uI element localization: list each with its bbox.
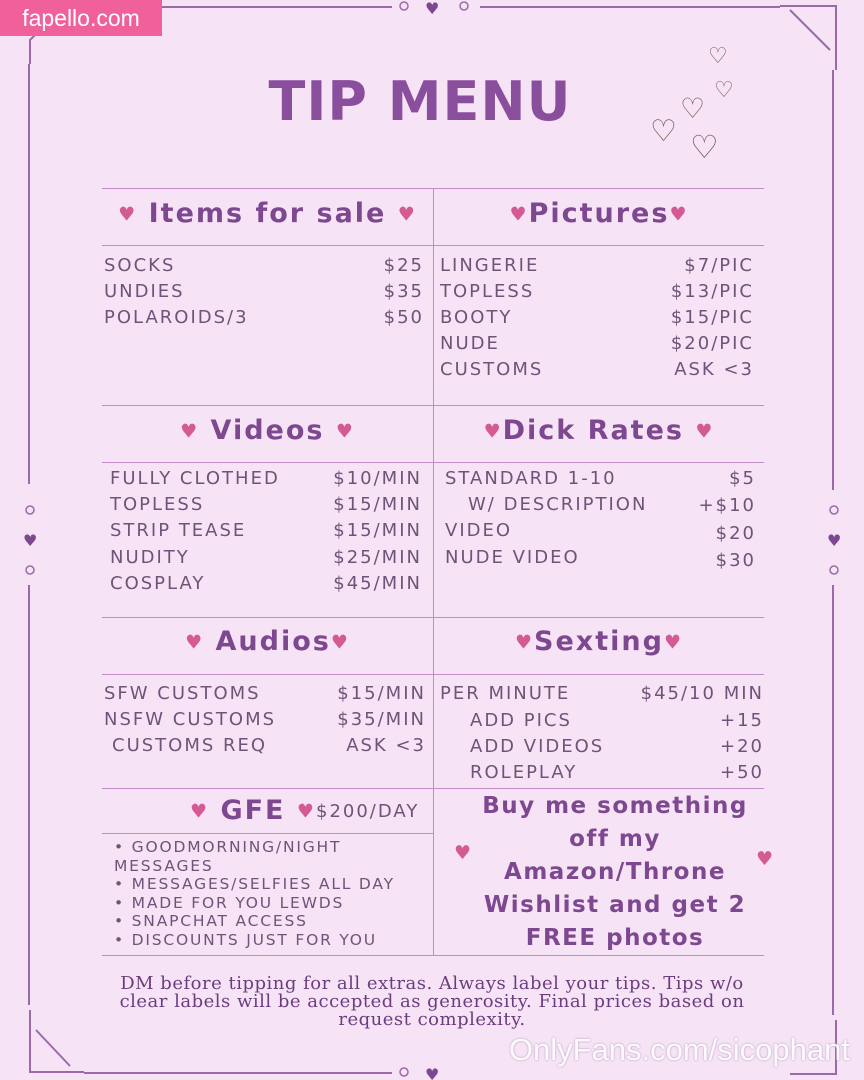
heart-icon: ♥ bbox=[669, 203, 689, 226]
list-item: VIDEO bbox=[445, 520, 513, 541]
section-title-pictures: ♥Pictures♥ bbox=[509, 198, 689, 229]
heart-icon: ♥ bbox=[454, 842, 472, 864]
heart-icon: ♥ bbox=[118, 203, 138, 226]
heart-icon: ♥ bbox=[509, 203, 529, 226]
list-item-price: $15/MIN bbox=[337, 683, 426, 704]
list-item-price: $30 bbox=[715, 550, 756, 571]
list-item-price: $13/PIC bbox=[670, 281, 754, 302]
doodle-heart-icon: ♡ bbox=[650, 114, 677, 149]
list-item-price: +15 bbox=[720, 710, 764, 731]
svg-text:♥: ♥ bbox=[23, 531, 38, 550]
list-item-price: $15/PIC bbox=[670, 307, 754, 328]
section-title-dick-rates: ♥Dick Rates ♥ bbox=[483, 415, 715, 446]
heart-icon: ♥ bbox=[190, 800, 210, 823]
heart-icon: ♥ bbox=[185, 631, 205, 654]
list-item: ADD PICS bbox=[470, 710, 572, 731]
list-item-price: $20/PIC bbox=[670, 333, 754, 354]
heart-icon: ♥ bbox=[296, 800, 316, 823]
list-item: NUDE VIDEO bbox=[445, 547, 580, 568]
heart-icon: ♥ bbox=[180, 420, 200, 443]
list-item: CUSTOMS REQ bbox=[112, 735, 268, 756]
list-item-price: $25 bbox=[383, 255, 424, 276]
list-item: NUDITY bbox=[110, 547, 190, 568]
svg-text:♥: ♥ bbox=[827, 531, 842, 550]
list-item-price: $10/MIN bbox=[333, 468, 422, 489]
grid-line bbox=[102, 955, 764, 956]
list-item: ROLEPLAY bbox=[470, 762, 578, 783]
list-item: BOOTY bbox=[440, 307, 513, 328]
list-item: CUSTOMS bbox=[440, 359, 544, 380]
list-item: ADD VIDEOS bbox=[470, 736, 605, 757]
list-item-price: ASK <3 bbox=[674, 359, 754, 380]
list-item-price: +50 bbox=[720, 762, 764, 783]
list-item: • DISCOUNTS JUST FOR YOU bbox=[114, 931, 395, 950]
list-item-price: +$10 bbox=[698, 495, 756, 516]
doodle-heart-icon: ♡ bbox=[714, 78, 734, 103]
list-item: SOCKS bbox=[104, 255, 176, 276]
page-title: TIP MENU bbox=[268, 70, 572, 133]
section-title-audios: ♥ Audios♥ bbox=[185, 626, 350, 657]
section-title-videos: ♥ Videos ♥ bbox=[180, 415, 355, 446]
grid-line bbox=[433, 188, 434, 955]
list-item: TOPLESS bbox=[440, 281, 535, 302]
svg-text:♥: ♥ bbox=[425, 1065, 440, 1080]
list-item-price: $35 bbox=[383, 281, 424, 302]
heart-icon: ♥ bbox=[483, 420, 503, 443]
heart-icon: ♥ bbox=[663, 631, 683, 654]
heart-icon: ♥ bbox=[335, 420, 355, 443]
heart-icon: ♥ bbox=[695, 420, 715, 443]
heart-icon: ♥ bbox=[515, 631, 535, 654]
heart-icon: ♥ bbox=[330, 631, 350, 654]
list-item-price: $20 bbox=[715, 523, 756, 544]
list-item: POLAROIDS/3 bbox=[104, 307, 249, 328]
section-title-sexting: ♥Sexting♥ bbox=[515, 626, 683, 657]
list-item-price: ASK <3 bbox=[346, 735, 426, 756]
list-item-price: $15/MIN bbox=[333, 520, 422, 541]
list-item-price: $25/MIN bbox=[333, 547, 422, 568]
list-item-price: $7/PIC bbox=[684, 255, 754, 276]
doodle-heart-icon: ♡ bbox=[680, 92, 706, 125]
list-item: • MESSAGES/SELFIES ALL DAY bbox=[114, 875, 395, 894]
list-item-price: $45/10 MIN bbox=[640, 683, 764, 704]
section-title-gfe: ♥ GFE ♥ bbox=[190, 795, 316, 826]
svg-text:♥: ♥ bbox=[425, 0, 440, 18]
doodle-heart-icon: ♡ bbox=[690, 128, 719, 166]
list-item: • SNAPCHAT ACCESS bbox=[114, 912, 395, 931]
list-item: W/ DESCRIPTION bbox=[468, 494, 648, 515]
list-item-price: $35/MIN bbox=[337, 709, 426, 730]
list-item: LINGERIE bbox=[440, 255, 540, 276]
heart-icon: ♥ bbox=[756, 848, 774, 870]
doodle-heart-icon: ♡ bbox=[708, 44, 728, 69]
list-item-price: +20 bbox=[720, 736, 764, 757]
grid-line bbox=[102, 833, 434, 834]
list-item: PER MINUTE bbox=[440, 683, 571, 704]
list-item-price: $50 bbox=[383, 307, 424, 328]
list-item: NUDE bbox=[440, 333, 500, 354]
watermark-bottom: OnlyFans.com/sicophant bbox=[508, 1032, 850, 1067]
list-item: SFW CUSTOMS bbox=[104, 683, 261, 704]
watermark-top: fapello.com bbox=[0, 0, 162, 36]
list-item: • MADE FOR YOU LEWDS bbox=[114, 894, 395, 913]
gfe-feature-list bbox=[114, 838, 395, 949]
list-item: UNDIES bbox=[104, 281, 185, 302]
heart-icon: ♥ bbox=[397, 203, 417, 226]
list-item: NSFW CUSTOMS bbox=[104, 709, 277, 730]
section-title-items-for-sale: ♥ Items for sale ♥ bbox=[118, 198, 417, 229]
list-item: FULLY CLOTHED bbox=[110, 468, 280, 489]
list-item-price: $45/MIN bbox=[333, 573, 422, 594]
gfe-price: $200/DAY bbox=[316, 801, 420, 822]
list-item: STANDARD 1-10 bbox=[445, 468, 617, 489]
list-item: COSPLAY bbox=[110, 573, 206, 594]
list-item-price: $15/MIN bbox=[333, 494, 422, 515]
list-item: STRIP TEASE bbox=[110, 520, 247, 541]
list-item: TOPLESS bbox=[110, 494, 205, 515]
list-item: • GOODMORNING/NIGHT MESSAGES bbox=[114, 838, 364, 875]
wishlist-note: Buy me something off my Amazon/Throne Wishlist and get 2 FREE photos bbox=[482, 793, 748, 951]
list-item-price: $5 bbox=[729, 468, 756, 489]
footer-note: DM before tipping for all extras. Always label your tips. Tips w/o clear labels will be accepted as generosity. Final prices based on request complexity. bbox=[119, 973, 745, 1030]
